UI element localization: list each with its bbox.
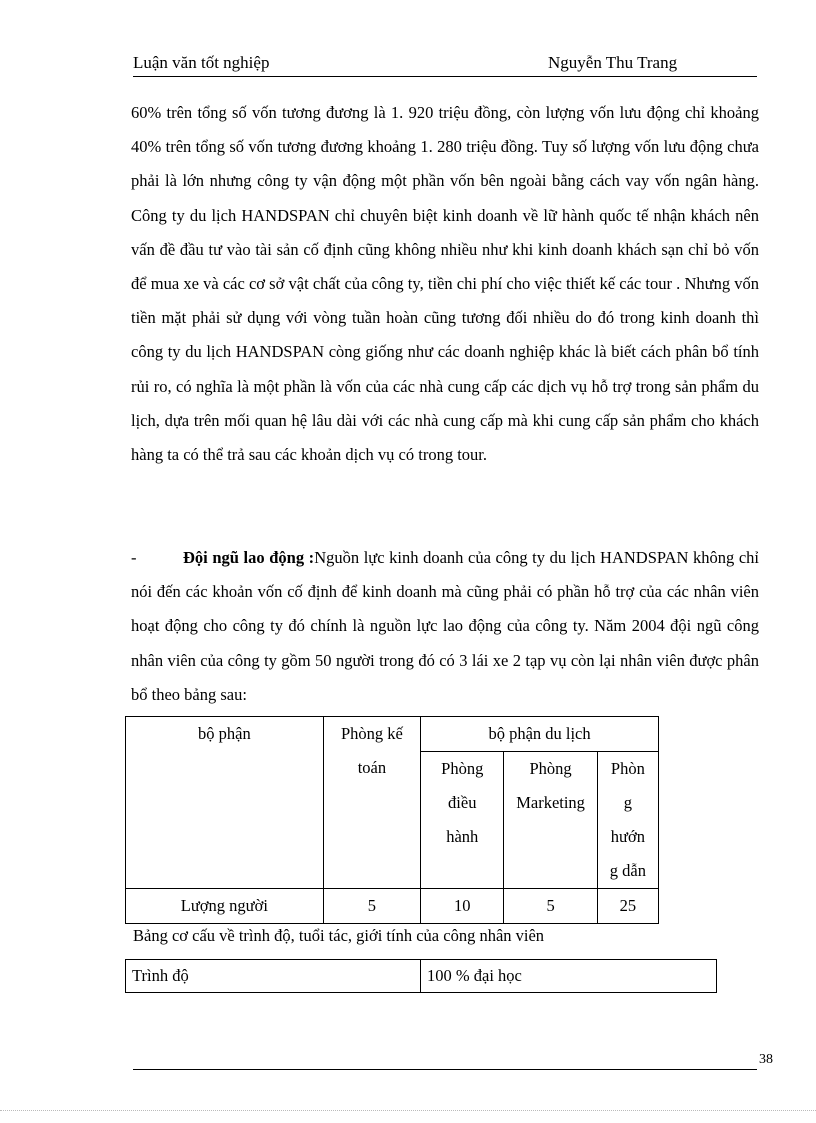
- header-dept: bộ phận: [126, 717, 324, 889]
- value-accounting: 5: [323, 889, 420, 924]
- value-guide: 25: [597, 889, 658, 924]
- education-label: Trình độ: [126, 960, 421, 993]
- workforce-heading: Đội ngũ lao động :: [183, 548, 315, 567]
- page-header: [133, 50, 757, 77]
- value-marketing: 5: [504, 889, 597, 924]
- table-caption: Bảng cơ cấu về trình độ, tuổi tác, giới tính của công nhân viên: [133, 926, 545, 945]
- header-guide: Phòn g hướn g dẫn: [597, 752, 658, 889]
- staff-allocation-table: [125, 716, 659, 924]
- workforce-text: Nguồn lực kinh doanh của công ty du lịch HANDSPAN không chỉ nói đến các khoản vốn cố định để kinh doanh mà cũng phải có phần hỗ trợ của các nhân viên hoạt động cho công ty đó chính là nguồn lực lao động của công ty. Năm 2004 đội ngũ công nhân viên của công ty gồm 50 người trong đó có 3 lái xe 2 tạp vụ còn lại nhân viên được phân bổ theo bảng sau:: [131, 548, 759, 704]
- paragraph-workforce: [131, 541, 759, 712]
- bullet-dash: -: [131, 548, 137, 567]
- table-row: [126, 960, 717, 993]
- education-value: 100 % đại học: [421, 960, 717, 993]
- footer-rule: [133, 1069, 757, 1070]
- header-operations: Phòng điều hành: [421, 752, 504, 889]
- header-thesis-title: Luận văn tốt nghiệp: [133, 53, 270, 72]
- header-tourism-dept: bộ phận du lịch: [421, 717, 659, 752]
- education-table: [125, 959, 717, 993]
- row-label: Lượng người: [126, 889, 324, 924]
- page-bottom-dotted-border: [0, 1110, 816, 1111]
- value-operations: 10: [421, 889, 504, 924]
- paragraph-capital: 60% trên tổng số vốn tương đương là 1. 920 triệu đồng, còn lượng vốn lưu động chỉ khoảng 40% trên tổng số vốn tương đương khoảng 1. 280 triệu đồng. Tuy số lượng vốn lưu động chưa phải là lớn nhưng công ty vận động một phần vốn bên ngoài bằng cách vay vốn ngân hàng. Công ty du lịch HANDSPAN chỉ chuyên biệt kinh doanh về lữ hành quốc tế nhận khách nên vấn đề đầu tư vào tài sản cố định cũng không nhiều như khi kinh doanh khách sạn chỉ bỏ vốn để mua xe và các cơ sở vật chất của công ty, tiền chi phí cho việc thiết kế các tour . Nhưng vốn tiền mặt phải sử dụng với vòng tuần hoàn cũng tương đối nhiều do đó trong kinh doanh thì công ty du lịch HANDSPAN còng giống như các doanh nghiệp khác là biết cách phân bổ tính rủi ro, có nghĩa là một phần là vốn của các nhà cung cấp các dịch vụ hỗ trợ trong sản phẩm du lịch, dựa trên mối quan hệ lâu dài với các nhà cung cấp mà khi cung cấp sản phẩm cho khách hàng ta có thể trả sau các khoản dịch vụ có trong tour.: [131, 103, 759, 465]
- header-author: Nguyễn Thu Trang: [548, 53, 678, 72]
- header-accounting: Phòng kế toán: [323, 717, 420, 889]
- table-row: [126, 889, 659, 924]
- header-marketing: Phòng Marketing: [504, 752, 597, 889]
- page-number: 38: [759, 1052, 773, 1067]
